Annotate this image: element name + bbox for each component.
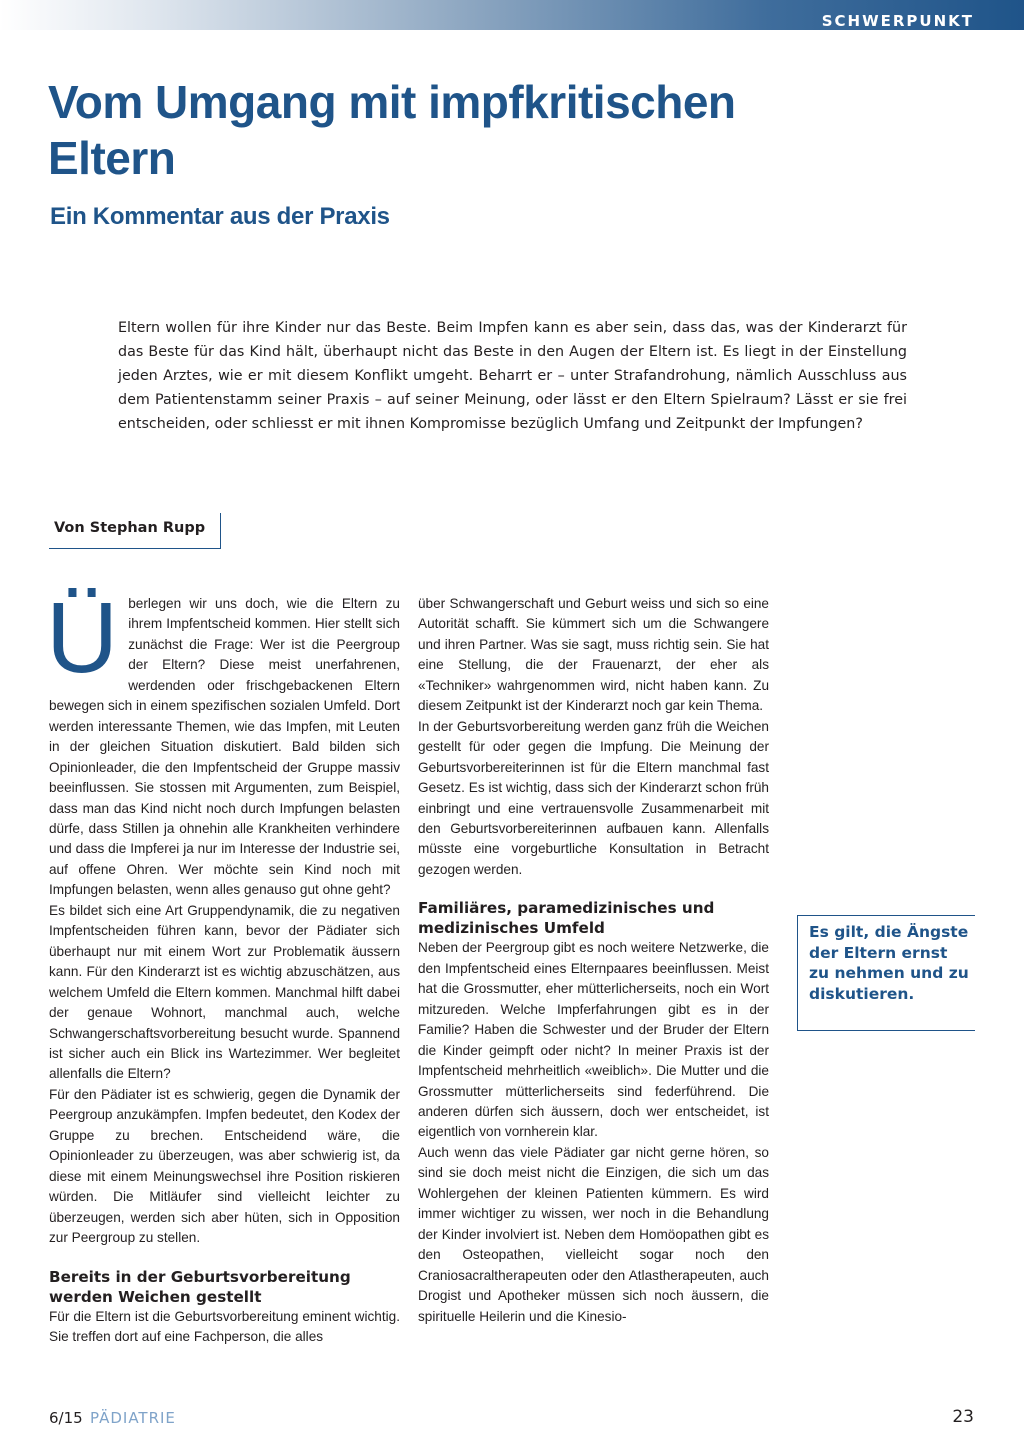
- body-paragraph: über Schwangerschaft und Geburt weiss und sich so eine Autorität schafft. Sie kümmert sich um die Schwangere und ihren Partner. Was sie sagt, muss richtig sein. Sie hat eine Stellung, die der Frauenarzt, der eher als «Techniker» wahrgenommen wird, nicht haben kann. Zu diesem Zeitpunkt ist der Kinderarzt noch gar kein Thema.: [418, 596, 769, 714]
- page-number: 23: [952, 1407, 974, 1427]
- section-heading: Bereits in der Geburtsvorbereitung werden Weichen gestellt: [49, 1267, 351, 1306]
- body-column-2: [418, 594, 769, 1327]
- body-paragraph: Es bildet sich eine Art Gruppendynamik, die zu negativen Impfentscheiden führen kann, bevor der Pädiater sich überhaupt nur mit einem Wort zur Problematik äussern kann. Für den Kinderarzt ist es wichtig abzuschätzen, aus welchem Umfeld die Eltern kommen. Manchmal hilft dabei der genaue Wohnort, manchmal auch, welche Schwangerschaftsvorbereitung besucht wurde. Spannend ist sicher auch ein Blick ins Wartezimmer. Wer begleitet allenfalls die Eltern?: [49, 902, 400, 1082]
- article-lead: Eltern wollen für ihre Kinder nur das Beste. Beim Impfen kann es aber sein, dass das, was der Kinderarzt für das Beste für das Kind hält, überhaupt nicht das Beste in den Augen der Eltern ist. Es liegt in der Einstellung jeden Arztes, wie er mit diesem Konflikt umgeht. Beharrt er – unter Strafandrohung, nämlich Ausschluss aus dem Patientenstamm seiner Praxis – auf seiner Meinung, oder lässt er den Eltern Spielraum? Lässt er sie frei entscheiden, oder schliesst er mit ihnen Kompromisse bezüglich Umfang und Zeitpunkt der Impfungen?: [118, 320, 907, 432]
- byline-box: [49, 513, 221, 549]
- body-paragraph: Für den Pädiater ist es schwierig, gegen die Dynamik der Peergroup anzukämpfen. Impfen bedeutet, den Kodex der Gruppe zu brechen. Entscheidend wäre, die Opinionleader zu überzeugen, was aber schwierig ist, da diese mit einem Meinungswechsel ihre Position riskieren würden. Die Mitläufer sind vielleicht leichter zu überzeugen, werden sich aber hüten, sich in Opposition zur Peergroup zu stellen.: [49, 1086, 400, 1246]
- body-paragraph: Für die Eltern ist die Geburtsvorbereitung eminent wichtig. Sie treffen dort auf eine Fachperson, die alles: [49, 1308, 400, 1344]
- body-paragraph: berlegen wir uns doch, wie die Eltern zu ihrem Impfentscheid kommen. Hier stellt sich zunächst die Frage: Wer ist die Peergroup der Eltern? Diese meist unerfahrenen, werdenden oder frischgebackenen Eltern bewegen sich in einem spezifischen sozialen Umfeld. Dort werden interessante Themen, wie das Impfen, mit Leuten in der gleichen Situation diskutiert. Bald bilden sich Opinionleader, die den Impfentscheid der Gruppe massiv beeinflussen. Sie stossen mit Argumenten, zum Beispiel, dass man das Kind nicht noch durch Impfungen belasten dürfe, dass Stillen ja ohnehin alle Krankheiten verhindere und dass die Impferei ja nur im Interesse der Industrie sei, auf offene Ohren. Wer möchte sein Kind noch mit Impfungen belasten, wenn alles genauso gut ohne geht?: [49, 596, 400, 898]
- drop-cap: Ü: [46, 582, 119, 694]
- body-paragraph: Neben der Peergroup gibt es noch weitere Netzwerke, die den Impfentscheid eines Elternpaares beeinflussen. Meist hat die Grossmutter, eher mütterlicherseits, noch ein Wort mitzureden. Welche Impferfahrungen gibt es in der Familie? Haben die Schwester und der Bruder der Eltern die Kinder geimpft oder nicht? In meiner Praxis ist der Impfentscheid mehrheitlich «weiblich». Die Mutter und die Grossmutter mütterlicherseits sind federführend. Die anderen dürfen sich äussern, doch wer entscheidet, ist eigentlich von vornherein klar.: [418, 940, 769, 1140]
- section-heading: Familiäres, paramedizinisches und medizinisches Umfeld: [418, 899, 715, 938]
- pull-quote-box: [797, 915, 975, 1031]
- body-column-1: [46, 582, 400, 1347]
- article-subtitle: Ein Kommentar aus der Praxis: [50, 203, 390, 230]
- body-paragraph: Auch wenn das viele Pädiater gar nicht gerne hören, so sind sie doch meist nicht die Einzigen, die sich um das Wohlergehen der kleinen Patienten kümmern. Es wird immer wichtiger zu wissen, wer noch in die Behandlung der Kinder involviert ist. Neben dem Homöopathen gibt es den Osteopathen, vielleicht sogar noch den Craniosacraltherapeuten oder den Atlastherapeuten, auch Drogist und Apotheker müssen sich noch äussern, die spirituelle Heilerin und die Kinesio-: [418, 1144, 769, 1324]
- body-paragraph: In der Geburtsvorbereitung werden ganz früh die Weichen gestellt für oder gegen die Impfung. Die Meinung der Geburtsvorbereiterinnen ist für die Eltern manchmal fast Gesetz. Es ist wichtig, dass sich der Kinderarzt schon früh einbringt und eine vertrauensvolle Zusammenarbeit mit den Geburtsvorbereiterinnen aufbauen kann. Allenfalls müsste eine vorgeburtliche Konsultation in Betracht gezogen werden.: [418, 718, 769, 877]
- article-title: Vom Umgang mit impfkritischen Eltern: [48, 76, 736, 184]
- pull-quote: Es gilt, die Ängste der Eltern ernst zu nehmen und zu diskutieren.: [809, 923, 969, 1003]
- byline-author: Von Stephan Rupp: [54, 520, 206, 536]
- section-label: SCHWERPUNKT: [821, 12, 974, 30]
- journal-name: PÄDIATRIE: [90, 1409, 176, 1427]
- issue-number: 6/15: [49, 1409, 83, 1427]
